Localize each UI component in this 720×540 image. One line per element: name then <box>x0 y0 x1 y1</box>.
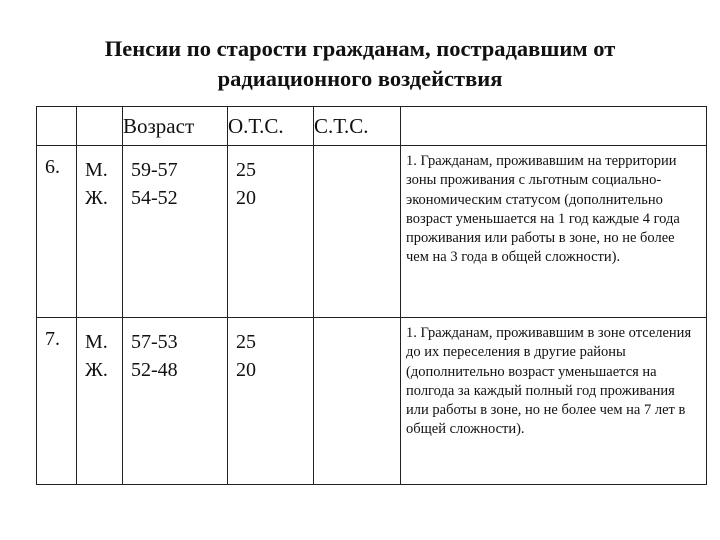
age-male: 59-57 <box>131 159 178 181</box>
row-sts <box>314 318 401 485</box>
ots-female: 20 <box>236 187 256 209</box>
row-sts <box>314 146 401 318</box>
age-male: 57-53 <box>131 331 178 353</box>
gender-female: Ж. <box>85 187 108 209</box>
row-ots <box>228 146 314 318</box>
gender-male: М. <box>85 331 108 353</box>
row-age <box>123 146 228 318</box>
row-ots <box>228 318 314 485</box>
row-number: 7. <box>37 318 77 485</box>
age-female: 54-52 <box>131 187 178 209</box>
pension-table <box>36 106 707 485</box>
row-gender <box>77 318 123 485</box>
header-sts: С.Т.С. <box>314 107 401 146</box>
gender-male: М. <box>85 159 108 181</box>
header-cell-empty-1 <box>37 107 77 146</box>
header-row <box>37 107 707 146</box>
title-line-1: Пенсии по старости гражданам, пострадавшим от <box>104 36 616 61</box>
header-age: Возраст <box>123 107 228 146</box>
title-line-2: радиационного воздействия <box>217 66 503 91</box>
slide-title <box>20 34 700 94</box>
header-cell-empty-3 <box>401 107 707 146</box>
ots-female: 20 <box>236 359 256 381</box>
header-ots: О.Т.С. <box>228 107 314 146</box>
ots-male: 25 <box>236 159 256 181</box>
row-number: 6. <box>37 146 77 318</box>
ots-male: 25 <box>236 331 256 353</box>
row-note: 1. Гражданам, проживавшим в зоне отселения до их переселения в другие районы (дополнительно возраст уменьшается на полгода за каждый полный год проживания или работы в зоне, но не более чем на 7 лет в общей сложности). <box>401 318 707 485</box>
table-row <box>37 318 707 485</box>
age-female: 52-48 <box>131 359 178 381</box>
row-gender <box>77 146 123 318</box>
table-row <box>37 146 707 318</box>
row-note: 1. Гражданам, проживавшим на территории зоны проживания с льготным социально-экономическим статусом (дополнительно возраст уменьшается на 1 год каждые 4 года проживания или работы в зоне, но не более чем на 3 года в общей сложности). <box>401 146 707 318</box>
header-cell-empty-2 <box>77 107 123 146</box>
row-age <box>123 318 228 485</box>
gender-female: Ж. <box>85 359 108 381</box>
